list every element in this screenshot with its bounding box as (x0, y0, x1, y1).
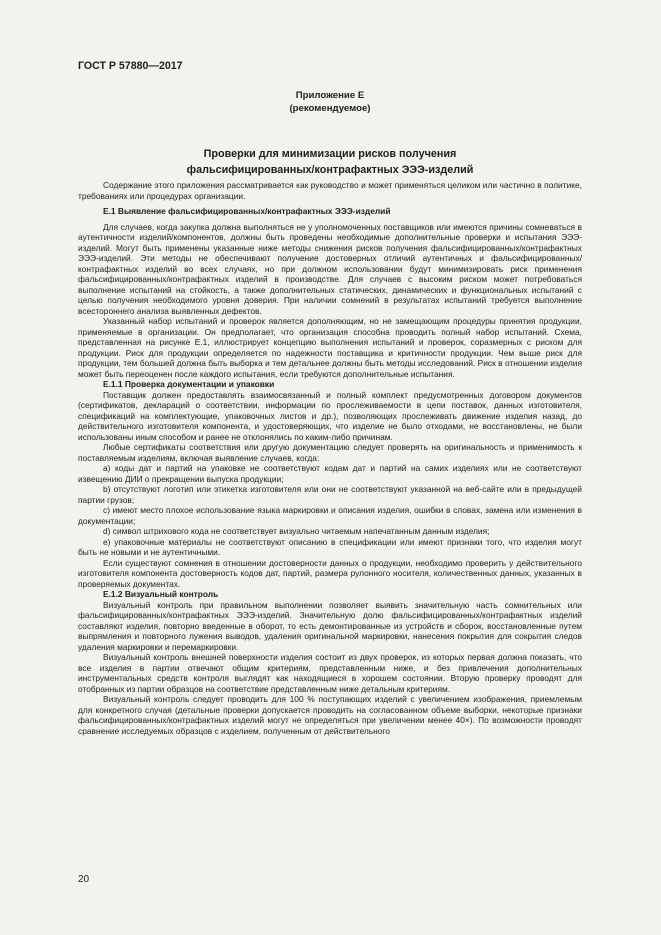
standard-header: ГОСТ Р 57880—2017 (78, 60, 183, 72)
paragraph: Визуальный контроль следует проводить для 100 % поступающих изделий с увеличением изображения, приемлемым для конкретного случая (детальные проверки допускается проводить на согласованном объеме выборки, некоторые признаки фальсифицированных/контрафактных изделий могут не определяться при увеличении менее 40×). По возможности проводят сравнение исследуемых образцов с изделием, полученным от действительного (78, 694, 582, 736)
appendix-title: Приложение Е (295, 90, 365, 101)
page-title (78, 146, 582, 178)
list-item-e: e) упаковочные материалы не соответствуют описанию в спецификации или имеют признаки того, что изделия могут быть не новыми и не аутентичными. (78, 536, 582, 557)
paragraph: Визуальный контроль при правильном выполнении позволяет выявить значительную часть сомнительных или фальсифицированных/контрафактных ЭЭЭ-изделий. Значительную долю фальсифицированных/контрафактных изделий составляют изделия, повторно введенные в оборот, то есть демонтированные из устройств и сборок, восстановленные путем выпрямления и повторного лужения выводов, удаления оригинальной маркировки, нанесения покрытия для сокрытия следов удаления маркировки и перемаркировки. (78, 599, 582, 652)
paragraph: Поставщик должен предоставлять взаимосвязанный и полный комплект предусмотренных договором документов (сертификатов, деклараций о соответствии, информации по прослеживаемости в цепи поставок, данных изготовителя, спецификаций на комплектующие, упаковочных листов и др.), позволяющих прослеживать движение изделия назад, до действительного изготовителя компонента, и удостоверяющих, что изделие не было отходами, не восстановлены, не были использованы иным способом и ранее не отклонялись по каким-либо причинам. (78, 389, 582, 442)
paragraph: Указанный набор испытаний и проверок является дополняющим, но не замещающим процедуры принятия продукции, применяемые в организации. Он предполагает, что организация способна проводить полный набор испытаний. Схема, представленная на рисунке Е.1, иллюстрирует концепцию выполнения испытаний и проверок, соразмерных с риском для продукции. Риск для продукции определяется по надежности поставщика и критичности продукции. Чем выше риск для продукции, тем большей должна быть выборка и тем детальнее должны быть методы исследований. Риск в отношении изделия может быть переоценен после каждого испытания, если требуются дополнительные испытания. (78, 316, 582, 379)
appendix-note: (рекомендуемое) (289, 103, 371, 114)
paragraph: Визуальный контроль внешней поверхности изделия состоит из двух проверок, из которых первая должна показать, что все изделия в партии отвечают общим критериям, представленным ниже, и без привлечения дополнительных инструментальных средств контроля выглядят как находящиеся в хорошем состоянии. Вторую проверку проводят для отобранных из партии образцов на соответствие представленным ниже детальным критериям. (78, 652, 582, 694)
document-body (78, 180, 582, 736)
paragraph: Если существуют сомнения в отношении достоверности данных о продукции, необходимо проверить у действительного изготовителя компонента достоверность кодов дат, партий, размера рулонного носителя, количественных данных, указанных в проверяемых документах. (78, 557, 582, 589)
intro-paragraph: Содержание этого приложения рассматривается как руководство и может применяться целиком или частично в политике, требованиях или процедурах организации. (78, 180, 582, 201)
page-number: 20 (78, 874, 90, 885)
section-heading-e1: Е.1 Выявление фальсифицированных/контрафактных ЭЭЭ-изделий (103, 206, 391, 216)
title-line-2: фальсифицированных/контрафактных ЭЭЭ-изделий (186, 164, 474, 176)
section-heading-e12: Е.1.2 Визуальный контроль (103, 589, 219, 599)
title-line-1: Проверки для минимизации рисков получения (203, 148, 457, 160)
list-item-b: b) отсутствуют логотип или этикетка изготовителя или они не соответствуют указанной на веб-сайте или в предыдущей партии грузов; (78, 484, 582, 505)
list-item-c: c) имеют место плохое использование языка маркировки и описания изделия, ошибки в словах, замена или изменения в документации; (78, 505, 582, 526)
section-heading-e11: Е.1.1 Проверка документации и упаковки (103, 379, 275, 389)
list-item-a: а) коды дат и партий на упаковке не соответствуют кодам дат и партий на самих изделиях или не соответствуют извещению ДИИ о прекращении выпуска продукции; (78, 463, 582, 484)
list-item-d: d) символ штрихового кода не соответствует визуально читаемым напечатанным данным изделия; (103, 526, 490, 536)
paragraph: Для случаев, когда закупка должна выполняться не у уполномоченных поставщиков или имеются причины сомневаться в аутентичности изделий/компонентов, должны быть проведены необходимые дополнительные проверки и испытания ЭЭЭ-изделий. Могут быть применены указанные ниже методы снижения рисков получения фальсифицированных/контрафактных ЭЭЭ-изделий. Эти методы не обеспечивают получение достоверных отличий аутентичных и фальсифицированных/контрафактных изделий во всех случаях, но при должном использовании будут минимизировать риск применения фальсифицированных/контрафактных изделий в производстве. Для случаев с высоким риском может потребоваться выполнение испытаний на стойкость, а также дополнительных статических, динамических и функциональных испытаний с целью получения необходимого уровня доверия. При наличии сомнений в результатах испытаний требуется выполнение всестороннего анализа выявленных дефектов. (78, 221, 582, 316)
paragraph: Любые сертификаты соответствия или другую документацию следует проверять на оригинальность и применимость к поставляемым изделиям, включая выявление случаев, когда: (78, 442, 582, 463)
